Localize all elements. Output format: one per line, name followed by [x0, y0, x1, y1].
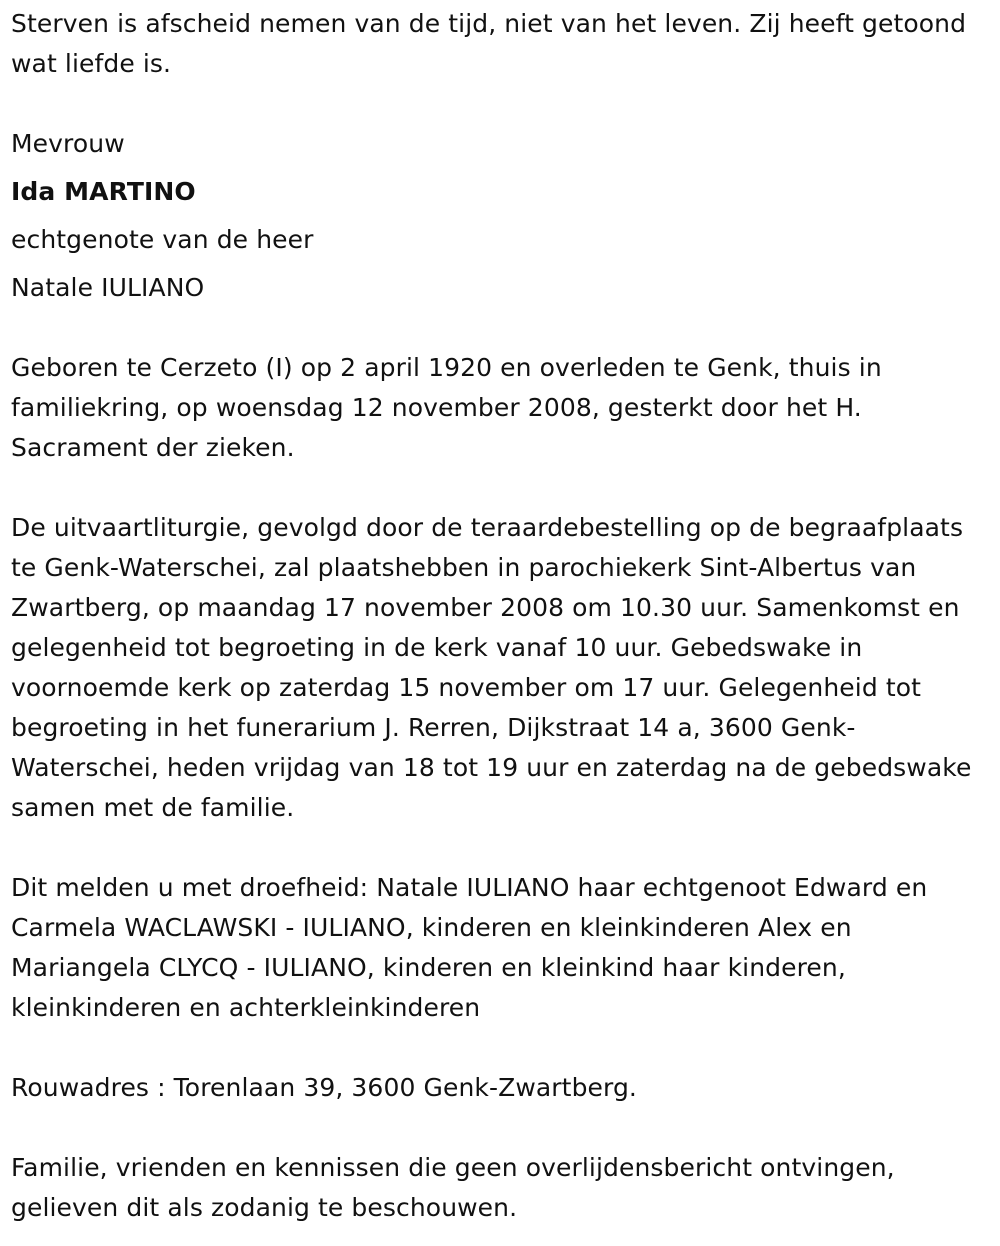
birth-death-paragraph: Geboren te Cerzeto (I) op 2 april 1920 en overleden te Genk, thuis in familiekring, op woensdag 12 november 2008, gesterkt door het H. Sacrament der zieken. — [11, 353, 882, 462]
spouse-intro: echtgenote van de heer — [11, 225, 314, 254]
name-block — [11, 120, 988, 312]
deceased-name: Ida MARTINO — [11, 177, 196, 206]
mourning-address: Rouwadres : Torenlaan 39, 3600 Genk-Zwartberg. — [11, 1073, 637, 1102]
closing-paragraph: Familie, vrienden en kennissen die geen overlijdensbericht ontvingen, gelieven dit als zodanig te beschouwen. — [11, 1153, 895, 1222]
spouse-name: Natale IULIANO — [11, 273, 205, 302]
announcers-paragraph: Dit melden u met droefheid: Natale IULIANO haar echtgenoot Edward en Carmela WACLAWSKI - IULIANO, kinderen en kleinkinderen Alex en Mariangela CLYCQ - IULIANO, kinderen en kleinkind haar kinderen, kleinkinderen en achterkleinkinderen — [11, 873, 928, 1022]
honorific: Mevrouw — [11, 129, 125, 158]
funeral-paragraph: De uitvaartliturgie, gevolgd door de teraardebestelling op de begraafplaats te Genk-Waterschei, zal plaatshebben in parochiekerk Sint-Albertus van Zwartberg, op maandag 17 november 2008 om 10.30 uur. Samenkomst en gelegenheid tot begroeting in de kerk vanaf 10 uur. Gebedswake in voornoemde kerk op zaterdag 15 november om 17 uur. Gelegenheid tot begroeting in het funerarium J. Rerren, Dijkstraat 14 a, 3600 Genk-Waterschei, heden vrijdag van 18 tot 19 uur en zaterdag na de gebedswake samen met de familie. — [11, 513, 972, 822]
memorial-quote: Sterven is afscheid nemen van de tijd, niet van het leven. Zij heeft getoond wat liefde is. — [11, 9, 967, 78]
